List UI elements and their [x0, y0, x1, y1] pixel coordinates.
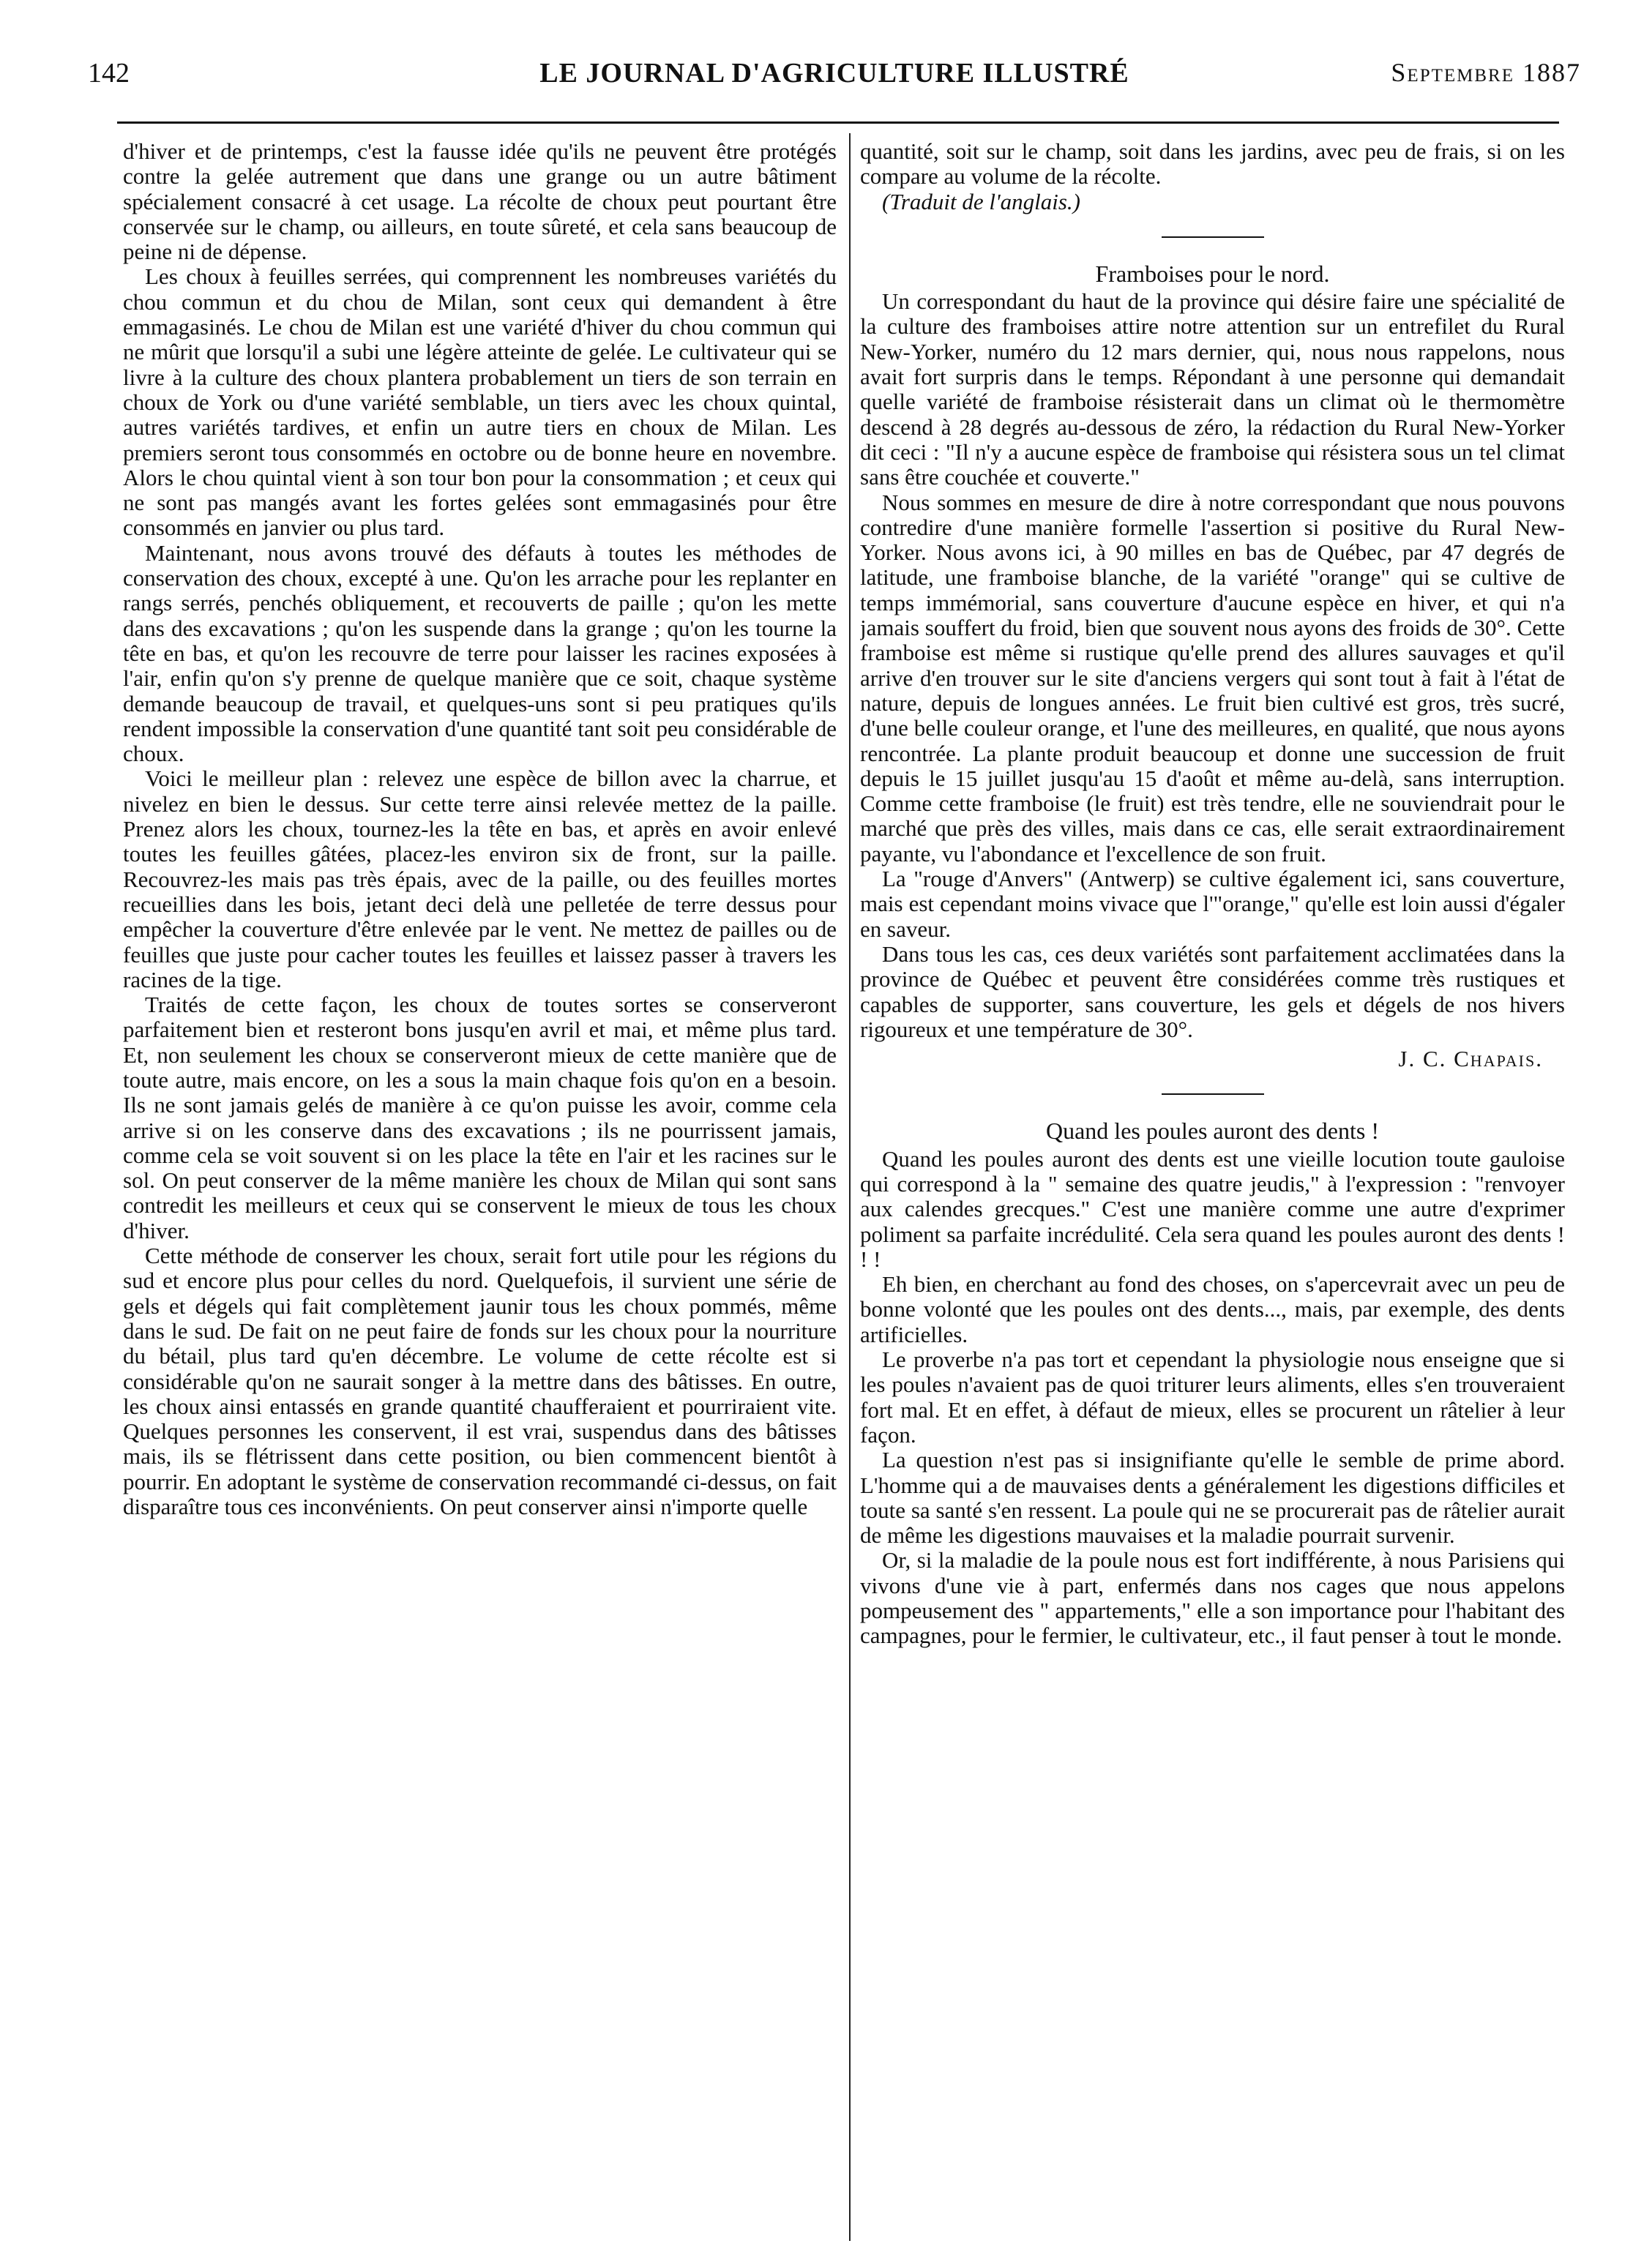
journal-title: LE JOURNAL D'AGRICULTURE ILLUSTRÉ — [539, 58, 1129, 89]
left-paragraph-6: Cette méthode de conserver les choux, serait fort utile pour les régions du sud et encore plus pour celles du nord. Quelquefois, il survient une série de gels et dégels qui fait complètement jaunir tous les choux pommés, même dans le sud. De fait on ne peut faire de fonds sur les choux pour la nourriture du bétail, plus tard qu'en décembre. Le volume de cette récolte est si considérable qu'on ne saurait songer à la mettre dans des bâtisses. En outre, les choux ainsi entassés en grande quantité chaufferaient et pourriraient vite. Quelques personnes les conservent, il est vrai, suspendus dans des bâtisses mais, ils se flétrissent dans cette position, ou bien commencent bientôt à pourrir. En adoptant le système de conservation recommandé ci-dessus, on fait disparaître tous ces inconvénients. On peut conserver ainsi n'importe quelle — [123, 1243, 837, 1520]
column-divider — [849, 133, 851, 2241]
section-separator — [1162, 236, 1264, 238]
article-heading-poules: Quand les poules auront des dents ! — [1045, 1118, 1379, 1145]
section-separator — [1162, 1093, 1264, 1095]
translation-note: (Traduit de l'anglais.) — [882, 188, 1081, 214]
right-paragraph-4: La "rouge d'Anvers" (Antwerp) se cultive également ici, sans couverture, mais est cependant moins vivace que l'"orange," qu'elle est loin aussi d'égaler en saveur. — [860, 866, 1565, 942]
author-signature: J. C. Chapais. — [1398, 1046, 1543, 1072]
right-paragraph-3: Nous sommes en mesure de dire à notre correspondant que nous pouvons contredire d'une manière formelle l'assertion si positive du Rural New-Yorker. Nous avons ici, à 90 milles en bas de Québec, par 47 degrés de latitude, une framboise blanche, de la variété "orange" qui se cultive de temps immémorial, sans couverture d'aucune espèce en hiver, et qui n'a jamais souffert du froid, bien que souvent nous ayons des froids de 30°. Cette framboise est même si rustique qu'elle prend des allures sauvages et qu'il arrive d'en trouver sur le site d'anciens vergers qui sont tout à fait à l'état de nature, depuis de longues années. Le fruit bien cultivé est gros, très sucré, d'une belle couleur orange, et l'une des meilleures, en qualité, que nous ayons rencontrée. La plante produit beaucoup et donne une succession de fruit depuis le 15 juillet jusqu'au 15 d'août et même au-delà, sans interruption. Comme cette framboise (le fruit) est très tendre, elle ne souviendrait pour le marché que près des villes, mais dans ce cas, elle serait extraordinairement payante, vu l'abondance et l'excellence de son fruit. — [860, 489, 1565, 867]
right-paragraph-6: Quand les poules auront des dents est une vieille locution toute gauloise qui correspond à la " semaine des quatre jeudis," à l'expression : "renvoyer aux calendes grecques." C'est une manière comme une autre d'exprimer poliment sa parfaite incrédulité. Cela sera quand les poules auront des dents ! ! ! — [860, 1145, 1565, 1272]
right-paragraph-10: Or, si la maladie de la poule nous est fort indifférente, à nous Parisiens qui vivons d'une vie à part, enfermés dans nos cages que nous appelons pompeusement des " appartements," elle a son importance pour l'habitant des campagnes, pour le fermier, le cultivateur, etc., il faut penser à tout le monde. — [860, 1547, 1565, 1649]
left-paragraph-1: d'hiver et de printemps, c'est la fausse idée qu'ils ne peuvent être protégés contre la gelée autrement que dans une grange ou un autre bâtiment spécialement consacré à cet usage. La récolte de choux peut pourtant être conservée sur le champ, ou ailleurs, en toute sûreté, et cela sans beaucoup de peine ni de dépense. — [123, 139, 837, 265]
left-paragraph-3: Maintenant, nous avons trouvé des défauts à toutes les méthodes de conservation des choux, excepté à une. Qu'on les arrache pour les replanter en rangs serrés, penchés obliquement, et recouverts de paille ; qu'on les mette dans des excavations ; qu'on les suspende dans la grange ; qu'on les tourne la tête en bas, et qu'on les recouvre de terre pour laisser les racines exposées à l'air, enfin qu'on s'y prenne de quelque manière que ce soit, chaque système demande beaucoup de travail, et quelques-uns sont si peu pratiques qu'ils rendent impossible la conservation d'une quantité tant soit peu considérable de choux. — [123, 539, 837, 767]
left-paragraph-5: Traités de cette façon, les choux de toutes sortes se conserveront parfaitement bien et resteront bons jusqu'en avril et mai, et même plus tard. Et, non seulement les choux se conserveront mieux de cette manière que de toute autre, mais encore, on les a sous la main chaque fois qu'on en a besoin. Ils ne sont jamais gelés de manière à ce qu'on puisse les avoir, comme cela arrive si on les conserve dans des excavations ; ils ne pourrissent jamais, comme cela se voit souvent si on les place la tête en l'air et les racines sur le sol. On peut conserver de la même manière les choux de Milan qui sont sans contredit les meilleurs et ceux qui se conservent le mieux de tous les choux d'hiver. — [123, 992, 837, 1243]
right-paragraph-5: Dans tous les cas, ces deux variétés sont parfaitement acclimatées dans la province de Québec et peuvent être considérées comme très rustiques et capables de supporter, sans couverture, les gels et dégels de nos hivers rigoureux et une température de 30°. — [860, 940, 1565, 1042]
article-heading-framboises: Framboises pour le nord. — [1095, 260, 1330, 287]
running-header — [88, 57, 1581, 101]
right-paragraph-9: La question n'est pas si insignifiante qu'elle le semble de prime abord. L'homme qui a de mauvaises dents a généralement les digestions difficiles et toute sa santé s'en ressent. La poule qui ne se procurerait pas de râtelier aurait de même les digestions mauvaises et la maladie pourrait survenir. — [860, 1447, 1565, 1549]
left-column — [123, 139, 837, 2265]
left-paragraph-4: Voici le meilleur plan : relevez une espèce de billon avec la charrue, et nivelez en bien le dessus. Sur cette terre ainsi relevée mettez de la paille. Prenez alors les choux, tournez-les la tête en bas, et après en avoir enlevé toutes les feuilles gâtées, placez-les environ six de front, sur la paille. Recouvrez-les mais pas très épais, avec de la paille, ou des feuilles mortes recueillies dans les bois, jetant deci delà une pelletée de terre dessus pour empêcher la couverture d'être enlevée par le vent. Ne mettez de pailles ou de feuilles que juste pour cacher toutes les feuilles et laissez passer à travers les racines de la tige. — [123, 766, 837, 992]
right-paragraph-7: Eh bien, en cherchant au fond des choses, on s'apercevrait avec un peu de bonne volonté que les poules ont des dents..., mais, par exemple, des dents artificielles. — [860, 1271, 1565, 1347]
right-column — [860, 139, 1565, 2265]
right-paragraph-2: Un correspondant du haut de la province qui désire faire une spécialité de la culture des framboises attire notre attention sur un entrefilet du Rural New-Yorker, numéro du 12 mars dernier, qui, nous nous rappelons, nous avait fort surpris dans le temps. Répondant à une personne qui demandait quelle variété de framboise résisterait dans un climat où le thermomètre descend à 28 degrés au-dessous de zéro, la rédaction du Rural New-Yorker dit ceci : "Il n'y a aucune espèce de framboise qui résistera sous un tel climat sans être couchée et couverte." — [860, 288, 1565, 490]
issue-date: Septembre 1887 — [1391, 58, 1581, 87]
right-paragraph-8: Le proverbe n'a pas tort et cependant la physiologie nous enseigne que si les poules n'avaient pas de quoi triturer leurs aliments, elles s'en trouveraient fort mal. Et en effet, à défaut de mieux, elles se procurent un râtelier à leur façon. — [860, 1347, 1565, 1448]
page-number: 142 — [88, 58, 130, 89]
right-paragraph-1: quantité, soit sur le champ, soit dans les jardins, avec peu de frais, si on les compare au volume de la récolte. — [860, 139, 1565, 190]
left-paragraph-2: Les choux à feuilles serrées, qui comprennent les nombreuses variétés du chou commun et du chou de Milan, sont ceux qui demandent à être emmagasinés. Le chou de Milan est une variété d'hiver du chou commun qui ne mûrit que lorsqu'il a subi une légère atteinte de gelée. Le cultivateur qui se livre à la culture des choux plantera probablement un tiers de son terrain en choux de York ou d'une variété semblable, un tiers avec les choux quintal, autres variétés tardives, et enfin un autre tiers en choux de Milan. Les premiers seront tous consommés en octobre ou de bonne heure en novembre. Alors le chou quintal vient à son tour bon pour la consommation ; et ceux qui ne sont pas mangés avant les fortes gelées sont emmagasinés pour être consommés en janvier ou plus tard. — [123, 263, 837, 541]
header-rule — [117, 121, 1559, 124]
